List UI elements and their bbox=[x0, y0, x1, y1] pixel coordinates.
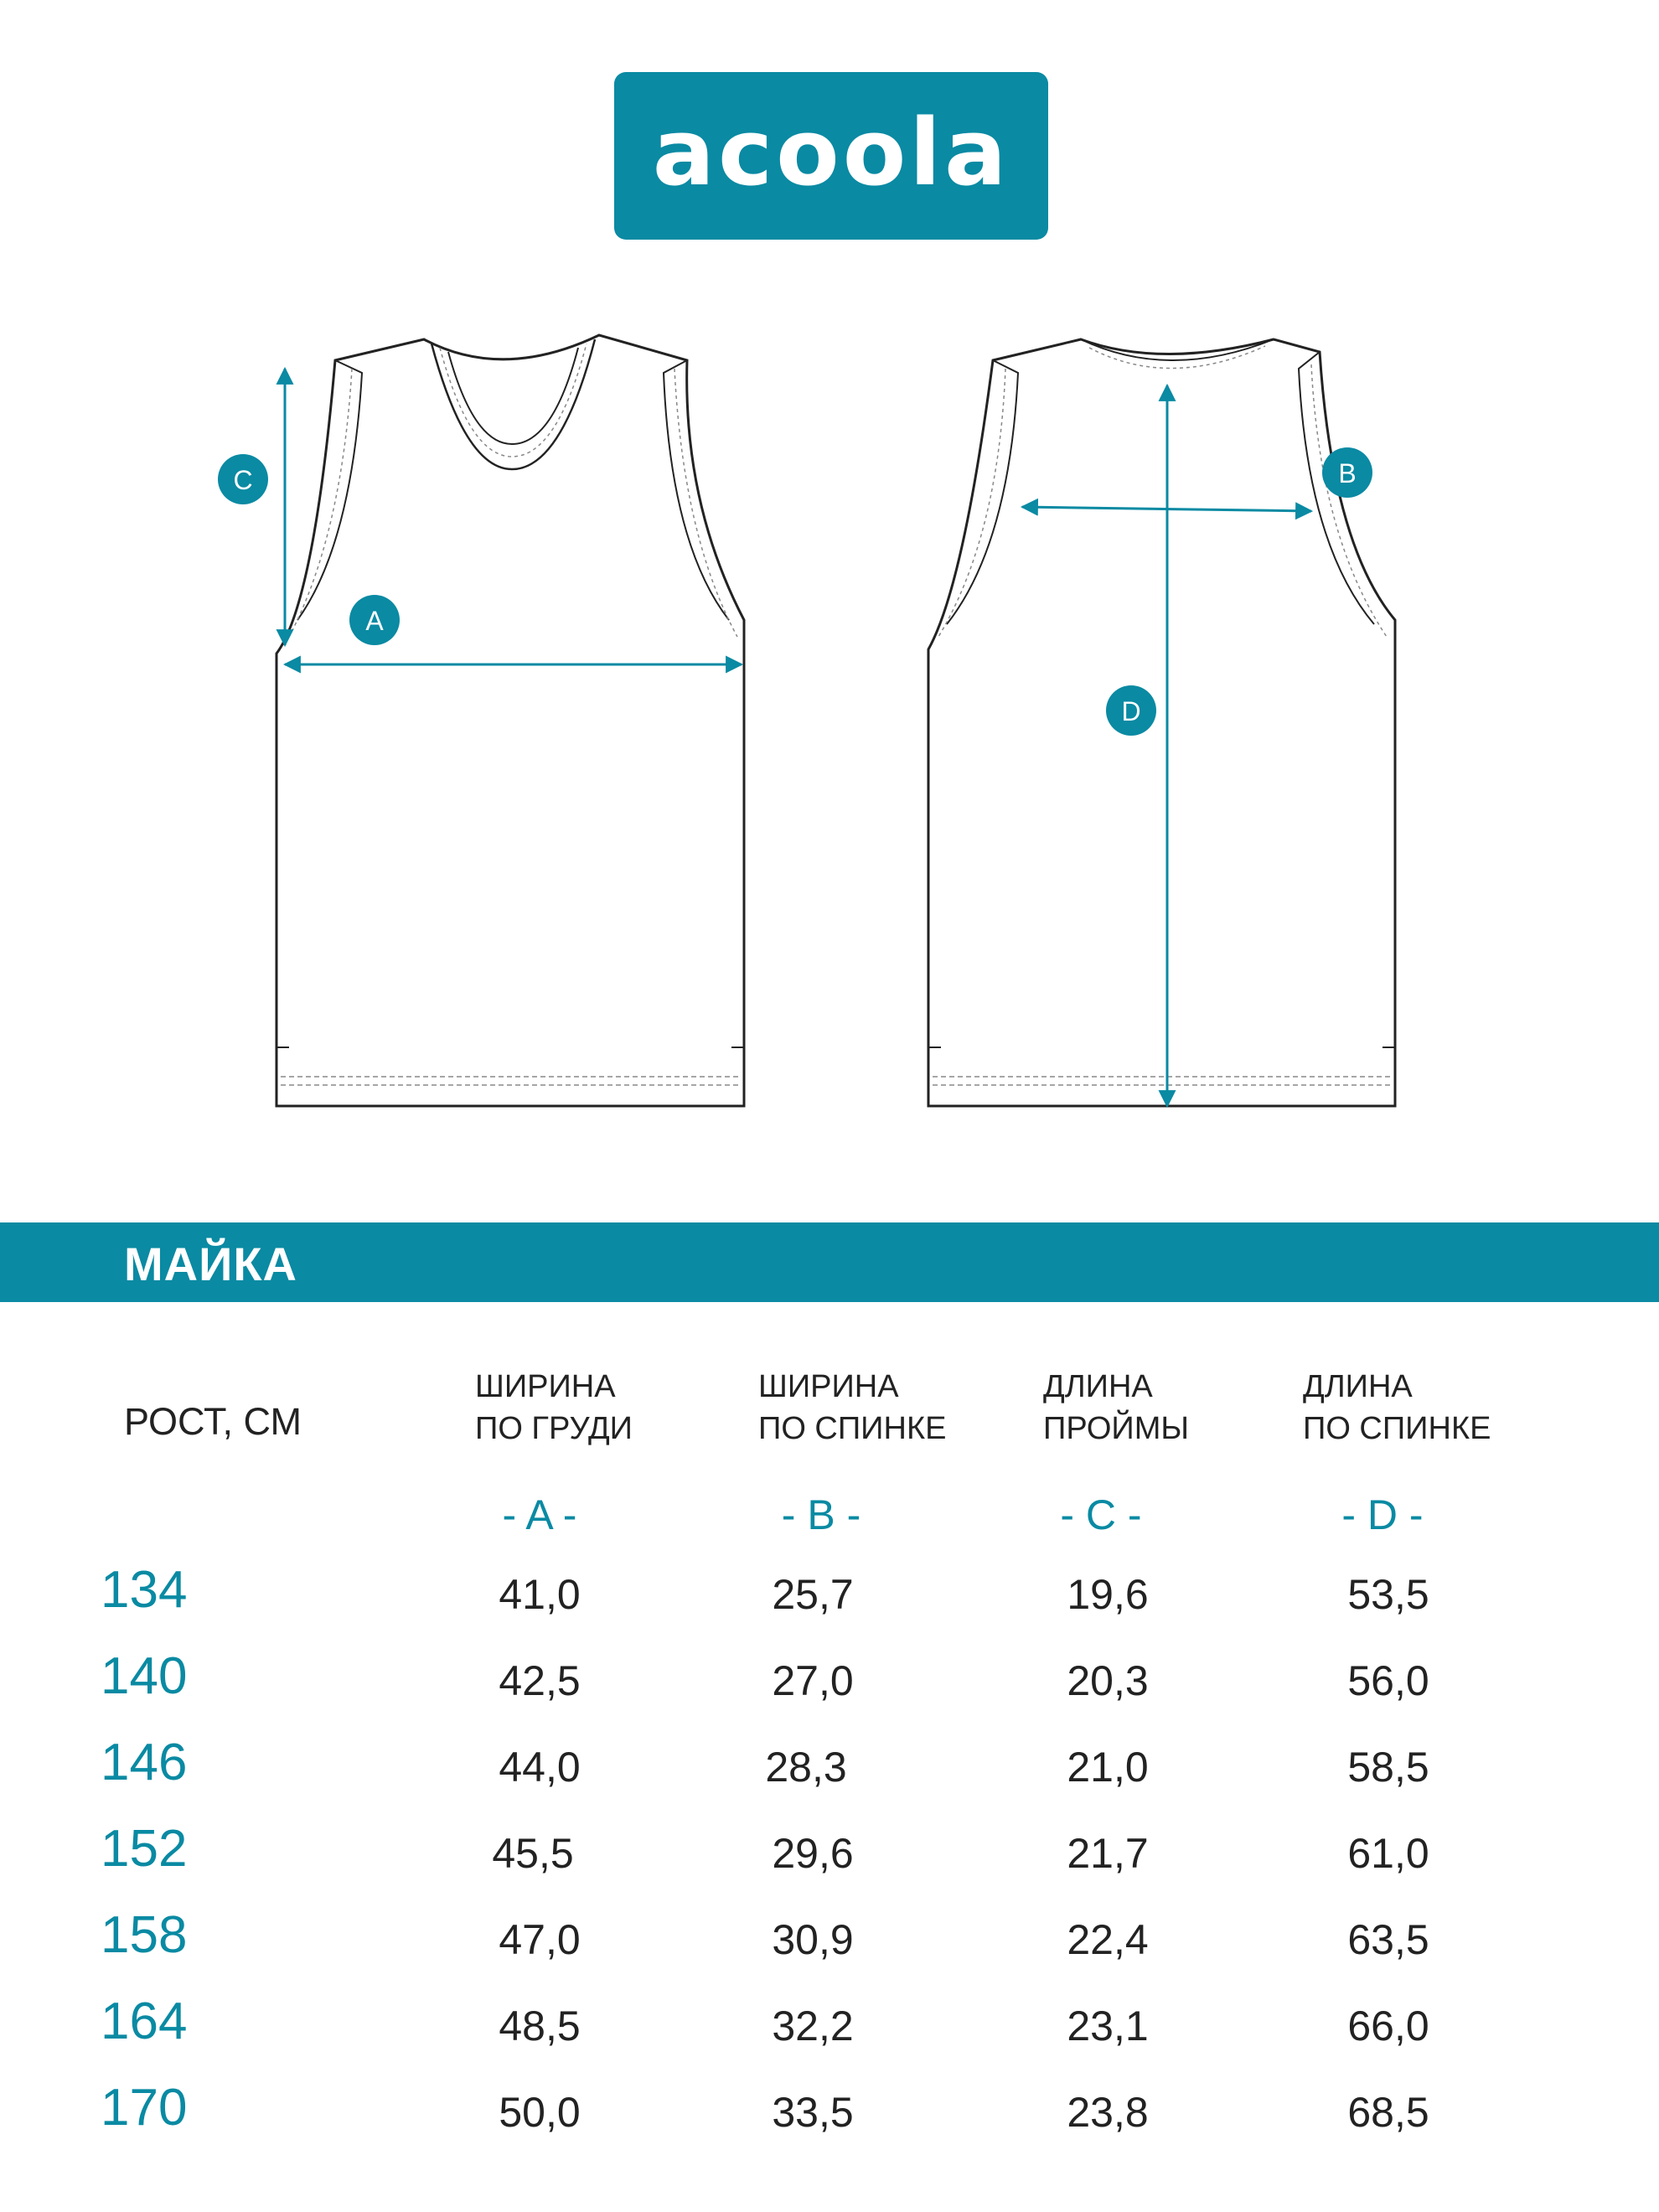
value-c: 23,1 bbox=[1067, 2003, 1149, 2049]
value-c: 23,8 bbox=[1067, 2089, 1149, 2136]
column-code-c: - C - bbox=[1060, 1491, 1142, 1538]
height-value: 152 bbox=[101, 1820, 188, 1878]
height-value: 146 bbox=[101, 1734, 188, 1791]
value-c: 21,7 bbox=[1067, 1830, 1149, 1877]
height-value: 134 bbox=[101, 1561, 188, 1619]
value-d: 63,5 bbox=[1347, 1916, 1429, 1963]
height-value: 140 bbox=[101, 1647, 188, 1705]
column-header-c: ДЛИНА ПРОЙМЫ bbox=[1043, 1369, 1189, 1446]
marker-a-label: A bbox=[365, 606, 384, 636]
marker-b-label: B bbox=[1338, 458, 1357, 488]
marker-c-label: C bbox=[233, 465, 253, 495]
height-column-header: РОСТ, СМ bbox=[124, 1400, 302, 1443]
height-value: 164 bbox=[101, 1992, 188, 2050]
value-b: 30,9 bbox=[772, 1916, 854, 1963]
value-c: 19,6 bbox=[1067, 1571, 1149, 1618]
value-a: 48,5 bbox=[499, 2003, 581, 2049]
section-title: МАЙКА bbox=[124, 1238, 297, 1290]
column-code-a: - A - bbox=[502, 1491, 577, 1538]
value-d: 68,5 bbox=[1347, 2089, 1429, 2136]
value-a: 42,5 bbox=[499, 1657, 581, 1704]
marker-a bbox=[349, 595, 400, 645]
back-view bbox=[928, 339, 1395, 1106]
value-b: 33,5 bbox=[772, 2089, 854, 2136]
value-a: 41,0 bbox=[499, 1571, 581, 1618]
value-a: 47,0 bbox=[499, 1916, 581, 1963]
value-a: 50,0 bbox=[499, 2089, 581, 2136]
value-b: 25,7 bbox=[772, 1571, 854, 1618]
value-d: 66,0 bbox=[1347, 2003, 1429, 2049]
value-a: 45,5 bbox=[492, 1830, 574, 1877]
section-banner bbox=[0, 1222, 1659, 1302]
brand-logo-text: acoola bbox=[652, 99, 1010, 206]
value-d: 61,0 bbox=[1347, 1830, 1429, 1877]
value-c: 21,0 bbox=[1067, 1744, 1149, 1791]
value-d: 56,0 bbox=[1347, 1657, 1429, 1704]
value-b: 28,3 bbox=[765, 1744, 847, 1791]
marker-d-label: D bbox=[1121, 696, 1141, 726]
column-header-d: ДЛИНА ПО СПИНКЕ bbox=[1303, 1369, 1491, 1446]
brand-logo bbox=[614, 72, 1048, 240]
value-a: 44,0 bbox=[499, 1744, 581, 1791]
column-code-b: - B - bbox=[781, 1491, 861, 1538]
column-code-d: - D - bbox=[1341, 1491, 1424, 1538]
garment-diagram bbox=[0, 310, 1659, 1131]
value-d: 53,5 bbox=[1347, 1571, 1429, 1618]
value-b: 32,2 bbox=[772, 2003, 854, 2049]
marker-c bbox=[218, 454, 268, 504]
height-value: 170 bbox=[101, 2079, 188, 2137]
height-value: 158 bbox=[101, 1906, 188, 1964]
value-d: 58,5 bbox=[1347, 1744, 1429, 1791]
marker-b bbox=[1322, 447, 1372, 498]
column-header-a: ШИРИНА ПО ГРУДИ bbox=[475, 1369, 633, 1446]
column-header-b: ШИРИНА ПО СПИНКЕ bbox=[758, 1369, 947, 1446]
front-view bbox=[276, 335, 744, 1106]
marker-d bbox=[1106, 685, 1156, 736]
value-c: 20,3 bbox=[1067, 1657, 1149, 1704]
value-c: 22,4 bbox=[1067, 1916, 1149, 1963]
value-b: 27,0 bbox=[772, 1657, 854, 1704]
value-b: 29,6 bbox=[772, 1830, 854, 1877]
